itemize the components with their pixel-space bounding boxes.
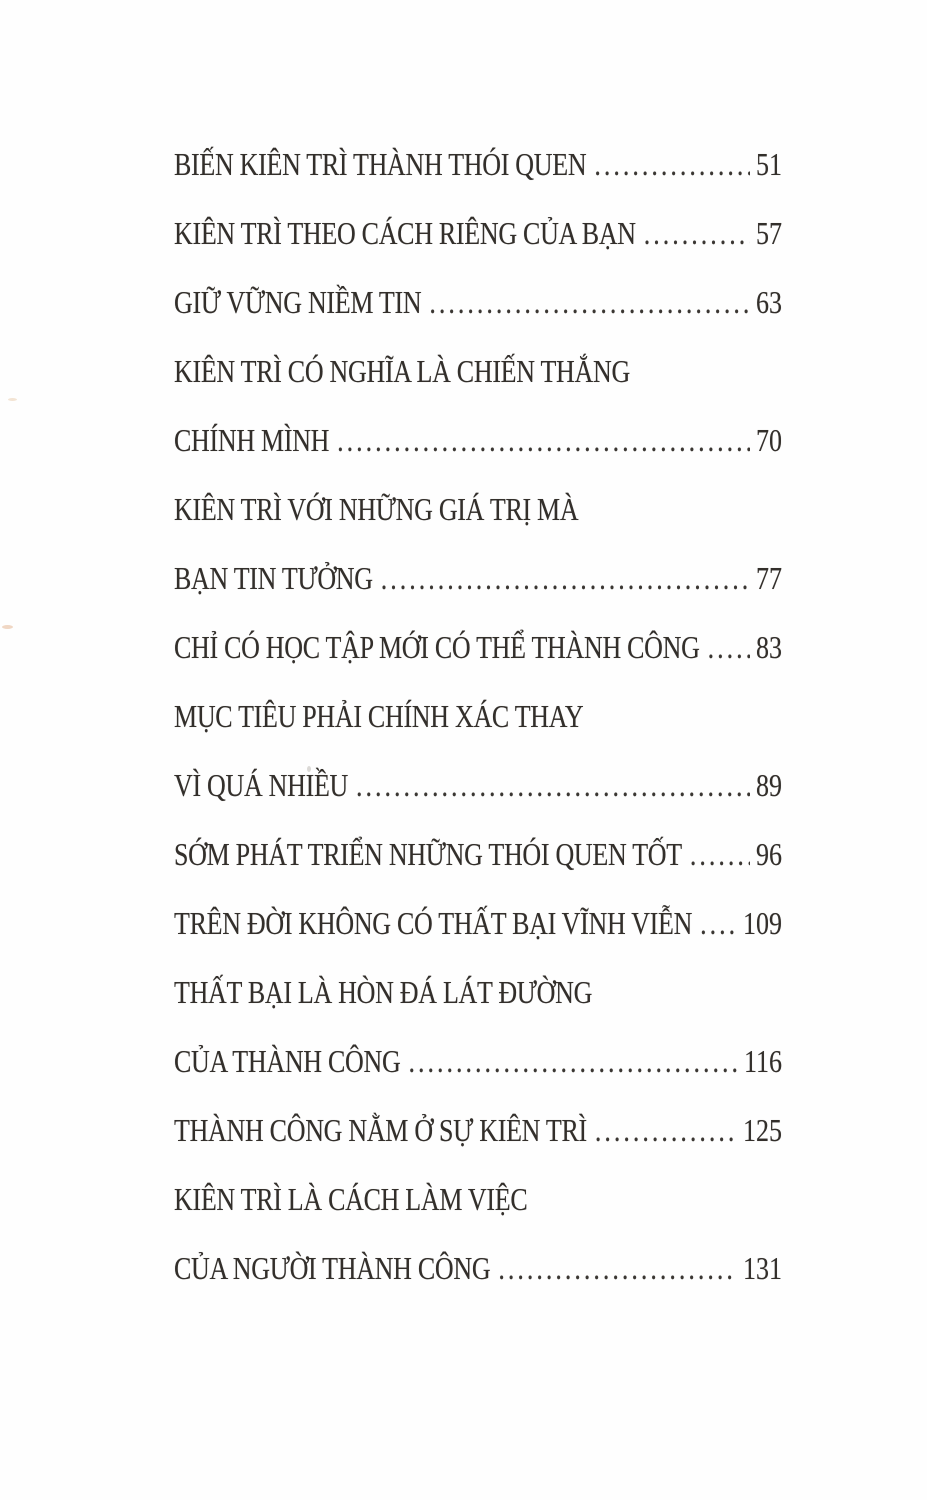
toc-page-number: 63 xyxy=(756,284,782,321)
toc-page-number: 77 xyxy=(756,560,782,597)
toc-entry-title: CỦA NGƯỜI THÀNH CÔNG xyxy=(174,1250,491,1287)
toc-page-number: 70 xyxy=(756,422,782,459)
toc-entry-title: CỦA THÀNH CÔNG xyxy=(174,1043,401,1080)
toc-page-number: 116 xyxy=(743,1043,782,1080)
toc-entry-title: KIÊN TRÌ CÓ NGHĨA LÀ CHIẾN THẮNG xyxy=(174,353,630,390)
toc-entry-title: SỚM PHÁT TRIỂN NHỮNG THÓI QUEN TỐT xyxy=(174,836,682,873)
toc-entry-title: VÌ QUÁ NHIỀU xyxy=(174,767,349,804)
toc-entry-title: THẤT BẠI LÀ HÒN ĐÁ LÁT ĐƯỜNG xyxy=(174,974,593,1011)
toc-entry-title: TRÊN ĐỜI KHÔNG CÓ THẤT BẠI VĨNH VIỄN xyxy=(174,905,693,942)
table-of-contents xyxy=(174,130,782,1303)
toc-entry-title: KIÊN TRÌ LÀ CÁCH LÀM VIỆC xyxy=(174,1181,528,1218)
toc-entry-title: GIỮ VỮNG NIỀM TIN xyxy=(174,284,422,321)
toc-page-number: 109 xyxy=(743,905,782,942)
toc-page-number: 96 xyxy=(756,836,782,873)
toc-page-number: 83 xyxy=(756,629,782,666)
toc-entry-title: KIÊN TRÌ VỚI NHỮNG GIÁ TRỊ MÀ xyxy=(174,491,579,528)
scan-speck xyxy=(8,398,17,401)
dot-leader xyxy=(498,1226,737,1310)
toc-page-number: 131 xyxy=(743,1250,782,1287)
toc-entry-title: BẠN TIN TƯỞNG xyxy=(174,560,373,597)
toc-entry-title: BIẾN KIÊN TRÌ THÀNH THÓI QUEN xyxy=(174,146,587,183)
toc-row xyxy=(174,1226,782,1310)
toc-page-number: 125 xyxy=(743,1112,782,1149)
toc-entry-title: THÀNH CÔNG NẰM Ở SỰ KIÊN TRÌ xyxy=(174,1112,587,1149)
scan-speck xyxy=(2,625,13,629)
toc-entry-title: MỤC TIÊU PHẢI CHÍNH XÁC THAY xyxy=(174,698,584,735)
toc-entry-title: CHỈ CÓ HỌC TẬP MỚI CÓ THỂ THÀNH CÔNG xyxy=(174,629,700,666)
toc-entry-title: CHÍNH MÌNH xyxy=(174,422,330,459)
toc-page-number: 51 xyxy=(756,146,782,183)
toc-page-number: 57 xyxy=(756,215,782,252)
toc-page-number: 89 xyxy=(756,767,782,804)
toc-entry-title: KIÊN TRÌ THEO CÁCH RIÊNG CỦA BẠN xyxy=(174,215,636,252)
